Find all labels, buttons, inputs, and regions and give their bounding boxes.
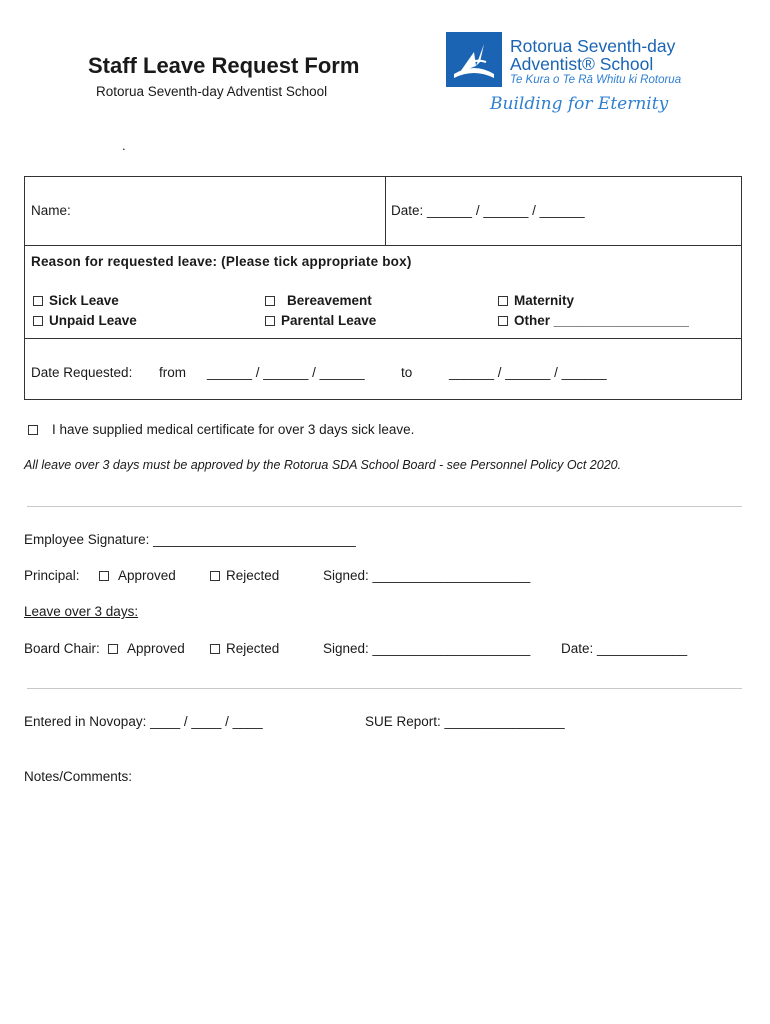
checkbox-icon[interactable] bbox=[28, 425, 38, 435]
option-other[interactable]: Other __________________ bbox=[498, 313, 689, 328]
principal-label: Principal: bbox=[24, 568, 80, 583]
option-parental-leave[interactable]: Parental Leave bbox=[265, 313, 376, 328]
board-chair-label: Board Chair: bbox=[24, 641, 100, 656]
checkbox-icon[interactable] bbox=[108, 644, 118, 654]
name-date-divider bbox=[385, 177, 386, 245]
logo-emblem-icon bbox=[446, 32, 502, 87]
checkbox-icon[interactable] bbox=[210, 571, 220, 581]
employee-signature-field[interactable]: Employee Signature: ___________________________ bbox=[24, 532, 356, 547]
date-requested-label: Date Requested: bbox=[31, 365, 133, 380]
checkbox-icon[interactable] bbox=[265, 296, 275, 306]
option-sick-leave[interactable]: Sick Leave bbox=[33, 293, 119, 308]
checkbox-icon[interactable] bbox=[99, 571, 109, 581]
principal-approved[interactable]: Approved bbox=[99, 568, 176, 583]
option-bereavement[interactable]: Bereavement bbox=[265, 293, 372, 308]
leave-form-box bbox=[24, 176, 742, 400]
checkbox-icon[interactable] bbox=[33, 296, 43, 306]
logo-line-2: Adventist® School bbox=[510, 54, 654, 74]
notes-label: Notes/Comments: bbox=[24, 769, 133, 784]
school-subtitle: Rotorua Seventh-day Adventist School bbox=[96, 84, 328, 99]
from-date-field[interactable]: ______ / ______ / ______ bbox=[207, 365, 365, 380]
medical-certificate-check[interactable]: I have supplied medical certificate for over 3 days sick leave. bbox=[28, 422, 414, 437]
principal-rejected[interactable]: Rejected bbox=[210, 568, 279, 583]
section-rule-2 bbox=[27, 688, 742, 689]
board-signed-field[interactable]: Signed: _____________________ bbox=[323, 641, 531, 656]
section-rule-1 bbox=[27, 506, 742, 507]
logo-maori-text: Te Kura o Te Rā Whitu ki Rotorua bbox=[510, 74, 682, 86]
novopay-field[interactable]: Entered in Novopay: ____ / ____ / ____ bbox=[24, 714, 263, 729]
logo-tagline: Building for Eternity bbox=[490, 94, 669, 114]
row-divider-2 bbox=[25, 338, 741, 339]
checkbox-icon[interactable] bbox=[265, 316, 275, 326]
option-unpaid-leave[interactable]: Unpaid Leave bbox=[33, 313, 137, 328]
from-label: from bbox=[159, 365, 186, 380]
to-label: to bbox=[401, 365, 413, 380]
to-date-field[interactable]: ______ / ______ / ______ bbox=[449, 365, 607, 380]
checkbox-icon[interactable] bbox=[33, 316, 43, 326]
stray-dot: . bbox=[122, 138, 126, 153]
date-field[interactable]: Date: ______ / ______ / ______ bbox=[391, 203, 585, 218]
checkbox-icon[interactable] bbox=[498, 296, 508, 306]
principal-signed-field[interactable]: Signed: _____________________ bbox=[323, 568, 531, 583]
policy-note: All leave over 3 days must be approved by the Rotorua SDA School Board - see Personnel Policy Oct 2020. bbox=[24, 458, 622, 472]
logo-line-1: Rotorua Seventh-day bbox=[510, 36, 676, 56]
reason-heading: Reason for requested leave: (Please tick appropriate box) bbox=[31, 254, 412, 269]
board-date-field[interactable]: Date: ____________ bbox=[561, 641, 688, 656]
sue-report-field[interactable]: SUE Report: ________________ bbox=[365, 714, 565, 729]
leave-over-heading: Leave over 3 days: bbox=[24, 604, 139, 619]
board-rejected[interactable]: Rejected bbox=[210, 641, 279, 656]
checkbox-icon[interactable] bbox=[210, 644, 220, 654]
row-divider-1 bbox=[25, 245, 741, 246]
checkbox-icon[interactable] bbox=[498, 316, 508, 326]
school-logo bbox=[446, 32, 706, 122]
page-title: Staff Leave Request Form bbox=[88, 53, 360, 78]
option-maternity[interactable]: Maternity bbox=[498, 293, 574, 308]
board-approved[interactable]: Approved bbox=[108, 641, 185, 656]
name-field[interactable]: Name: bbox=[31, 203, 71, 218]
